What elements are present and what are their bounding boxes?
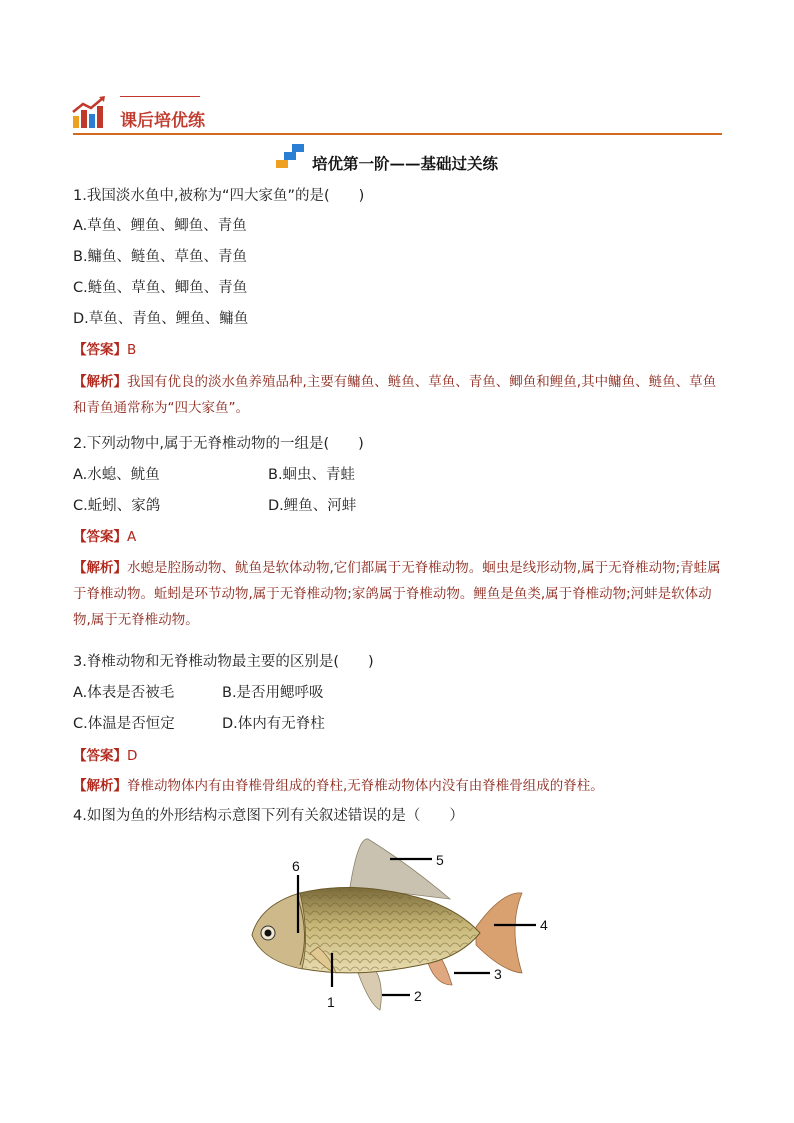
pelvic-fin [358, 971, 381, 1010]
tail-fin [476, 893, 522, 973]
q2-option-a: A.水螅、鱿鱼 [73, 467, 160, 483]
q3-answer-value: D [127, 748, 138, 764]
question-1-stem: 1.我国淡水鱼中,被称为“四大家鱼”的是( ) [73, 188, 365, 204]
question-4-stem: 4.如图为鱼的外形结构示意图下列有关叙述错误的是（ ） [73, 808, 464, 824]
q1-option-a: A.草鱼、鲤鱼、鲫鱼、青鱼 [73, 218, 247, 234]
label-1: 1 [327, 994, 335, 1010]
label-5: 5 [436, 852, 444, 868]
question-3-stem: 3.脊椎动物和无脊椎动物最主要的区别是( ) [73, 654, 374, 670]
header-title: 课后培优练 [120, 111, 205, 131]
q2-answer [73, 527, 136, 547]
q1-option-c: C.鲢鱼、草鱼、鲫鱼、青鱼 [73, 280, 248, 296]
question-2-stem: 2.下列动物中,属于无脊椎动物的一组是( ) [73, 436, 364, 452]
answer-tag: 【答案】 [73, 342, 127, 358]
analysis-tag: 【解析】 [73, 778, 127, 794]
q1-option-b: B.鳙鱼、鲢鱼、草鱼、青鱼 [73, 249, 248, 265]
q3-option-a: A.体表是否被毛 [73, 685, 175, 701]
q2-option-d: D.鲤鱼、河蚌 [268, 498, 357, 514]
chart-growth-icon [71, 96, 107, 130]
label-2: 2 [414, 988, 422, 1004]
q2-option-b: B.蛔虫、青蛙 [268, 467, 356, 483]
answer-tag: 【答案】 [73, 529, 127, 545]
analysis-tag: 【解析】 [73, 560, 127, 576]
section-title: 培优第一阶——基础过关练 [312, 154, 499, 173]
q3-option-b: B.是否用鳃呼吸 [222, 685, 324, 701]
q3-option-c: C.体温是否恒定 [73, 716, 175, 732]
q1-analysis [73, 369, 723, 421]
fish-diagram [240, 835, 560, 1015]
q3-analysis-text: 脊椎动物体内有由脊椎骨组成的脊柱,无脊椎动物体内没有由脊椎骨组成的脊柱。 [127, 778, 604, 794]
analysis-tag: 【解析】 [73, 374, 127, 390]
q3-analysis [73, 776, 604, 796]
q1-answer-value: B [127, 342, 137, 358]
q1-option-d: D.草鱼、青鱼、鲤鱼、鳙鱼 [73, 311, 249, 327]
label-4: 4 [540, 917, 548, 933]
header-top-line [120, 96, 200, 97]
label-3: 3 [494, 966, 502, 982]
q1-answer [73, 340, 136, 360]
answer-tag: 【答案】 [73, 748, 127, 764]
q2-option-c: C.蚯蚓、家鸽 [73, 498, 161, 514]
header-divider [73, 133, 722, 135]
q2-analysis [73, 555, 723, 633]
q1-analysis-text: 我国有优良的淡水鱼养殖品种,主要有鳙鱼、鲢鱼、草鱼、青鱼、鲫鱼和鲤鱼,其中鳙鱼、鲢鱼、草鱼和青鱼通常称为“四大家鱼”。 [73, 374, 717, 416]
q3-option-d: D.体内有无脊柱 [222, 716, 325, 732]
label-6: 6 [292, 858, 300, 874]
steps-icon [276, 143, 308, 169]
q2-answer-value: A [127, 529, 137, 545]
q2-analysis-text: 水螅是腔肠动物、鱿鱼是软体动物,它们都属于无脊椎动物。蛔虫是线形动物,属于无脊椎动物;青蛙属于脊椎动物。蚯蚓是环节动物,属于无脊椎动物;家鸽属于脊椎动物。鲤鱼是鱼类,属于脊椎动物;河蚌是软体动物,属于无脊椎动物。 [73, 560, 721, 628]
q3-answer [73, 746, 137, 766]
